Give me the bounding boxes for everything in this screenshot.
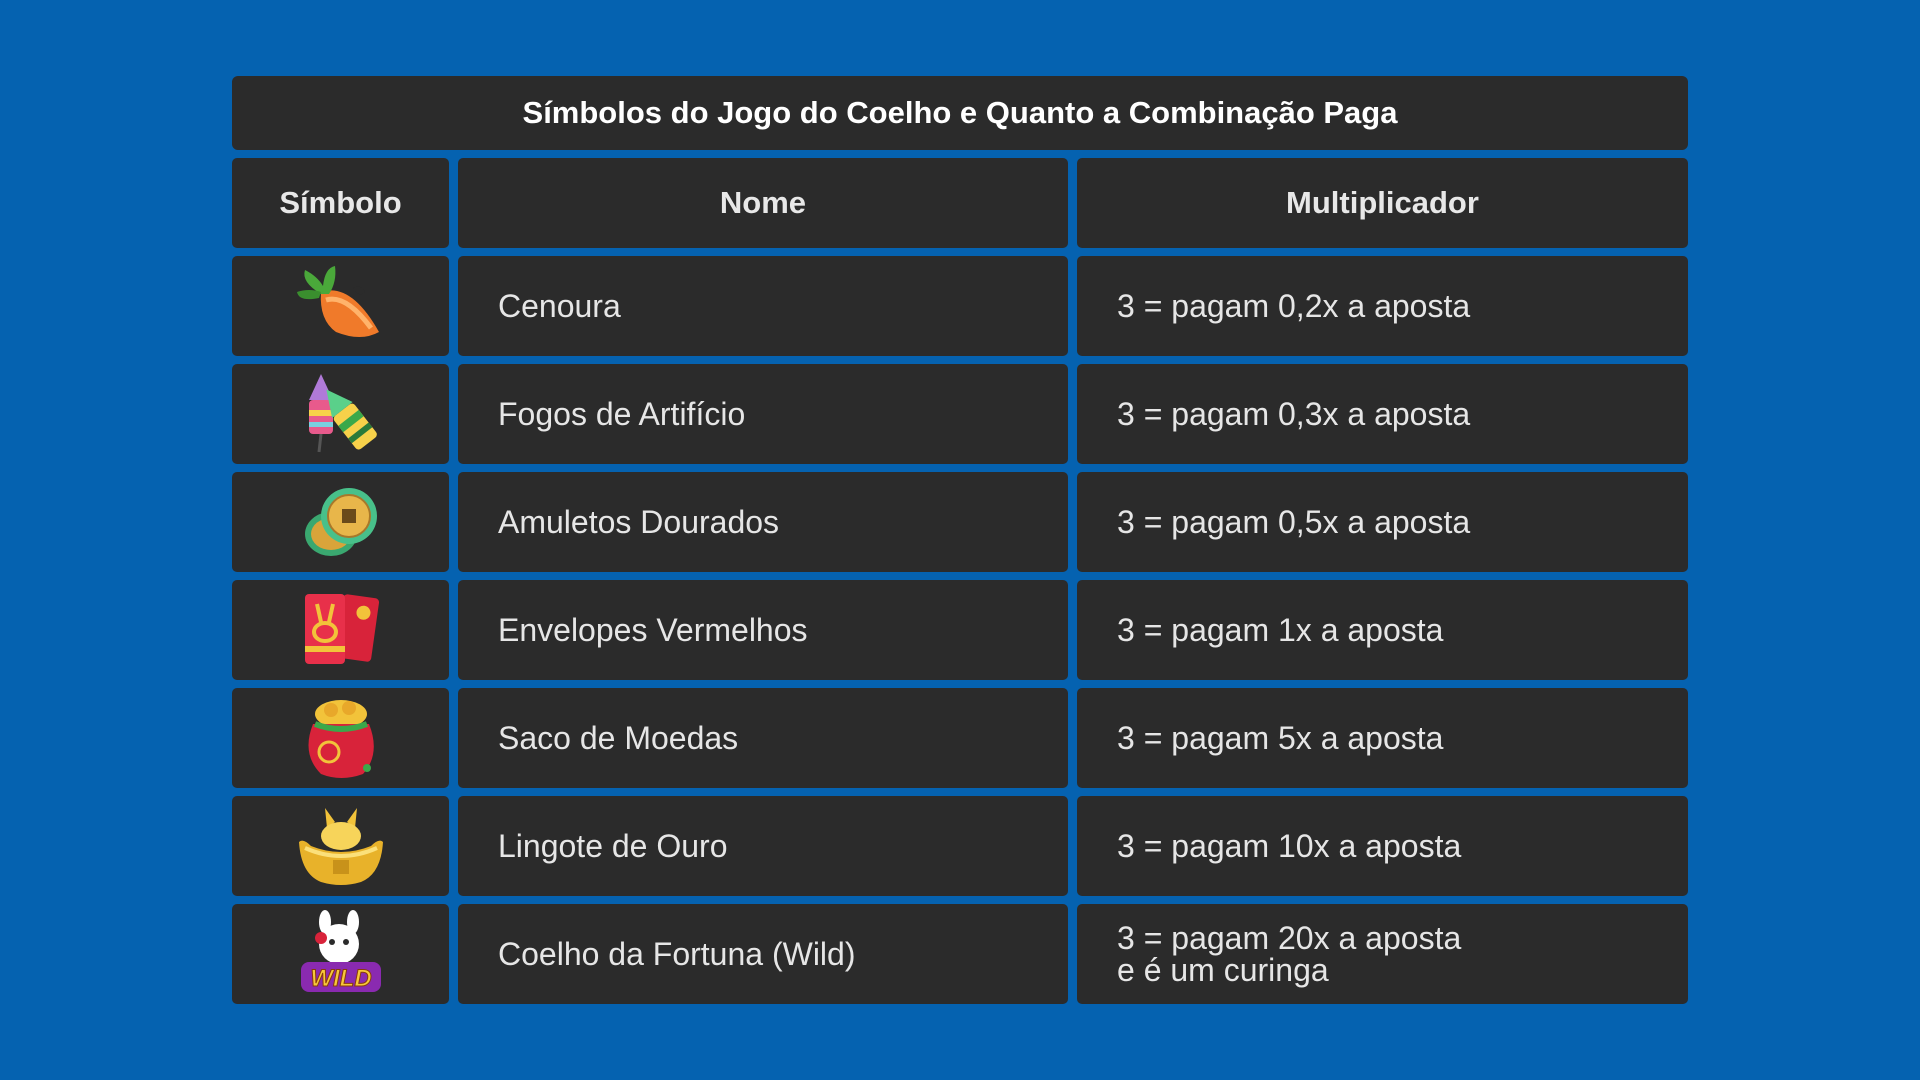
symbol-cell — [232, 256, 449, 356]
symbol-cell — [232, 364, 449, 464]
symbol-cell — [232, 472, 449, 572]
golden-coins-icon — [291, 478, 391, 566]
symbol-cell — [232, 580, 449, 680]
header-symbol: Símbolo — [232, 158, 449, 248]
symbol-multiplier: 3 = pagam 5x a aposta — [1077, 688, 1688, 788]
symbol-name: Saco de Moedas — [458, 688, 1068, 788]
symbol-cell — [232, 688, 449, 788]
symbol-cell — [232, 904, 449, 1004]
symbol-multiplier: 3 = pagam 0,2x a aposta — [1077, 256, 1688, 356]
symbol-multiplier — [1077, 904, 1688, 1004]
table-row — [232, 904, 1688, 1004]
paytable — [232, 76, 1688, 1004]
symbol-multiplier: 3 = pagam 0,3x a aposta — [1077, 364, 1688, 464]
symbol-name: Cenoura — [458, 256, 1068, 356]
header-name: Nome — [458, 158, 1068, 248]
header-row — [232, 158, 1688, 248]
coin-bag-icon — [291, 694, 391, 782]
symbol-multiplier: 3 = pagam 1x a aposta — [1077, 580, 1688, 680]
symbol-cell — [232, 796, 449, 896]
table-row — [232, 796, 1688, 896]
table-row — [232, 688, 1688, 788]
table-row — [232, 580, 1688, 680]
multiplier-line-2: e é um curinga — [1117, 952, 1329, 988]
carrot-icon — [291, 262, 391, 350]
header-multiplier: Multiplicador — [1077, 158, 1688, 248]
wild-rabbit-icon — [291, 910, 391, 998]
symbol-multiplier: 3 = pagam 0,5x a aposta — [1077, 472, 1688, 572]
symbol-name: Lingote de Ouro — [458, 796, 1068, 896]
svg-text:WILD: WILD — [309, 965, 372, 992]
symbol-name: Envelopes Vermelhos — [458, 580, 1068, 680]
symbol-multiplier: 3 = pagam 10x a aposta — [1077, 796, 1688, 896]
red-envelopes-icon — [291, 586, 391, 674]
symbol-name: Fogos de Artifício — [458, 364, 1068, 464]
gold-ingot-icon — [291, 802, 391, 890]
symbol-name: Amuletos Dourados — [458, 472, 1068, 572]
table-row — [232, 364, 1688, 464]
firecrackers-icon — [291, 370, 391, 458]
symbol-name: Coelho da Fortuna (Wild) — [458, 904, 1068, 1004]
table-row — [232, 256, 1688, 356]
table-row — [232, 472, 1688, 572]
table-title: Símbolos do Jogo do Coelho e Quanto a Combinação Paga — [232, 76, 1688, 150]
multiplier-line-1: 3 = pagam 20x a aposta — [1117, 920, 1462, 956]
